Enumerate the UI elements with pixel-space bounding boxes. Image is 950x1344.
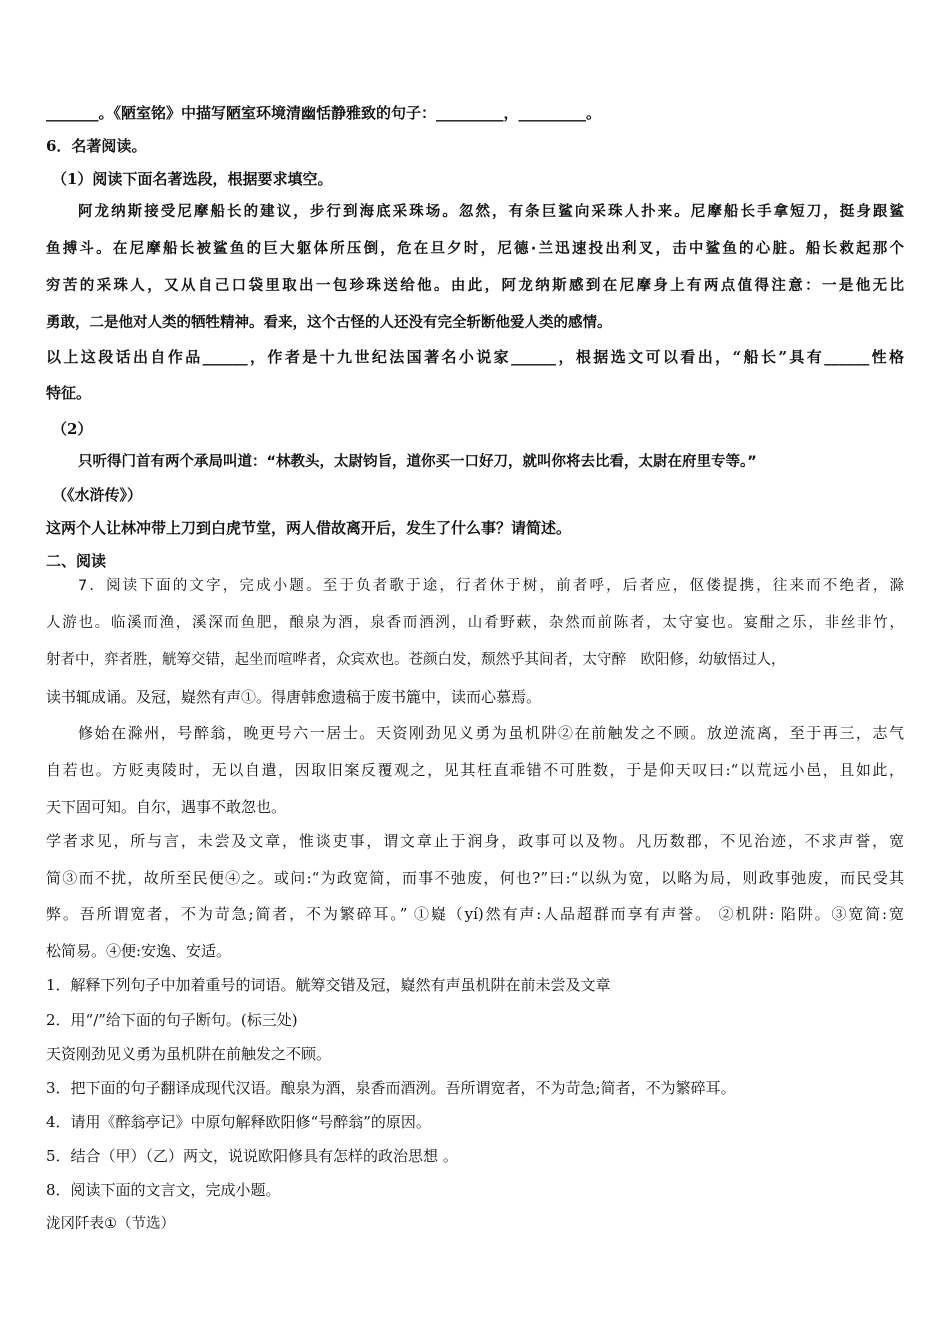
line-11: 只听得门首有两个承局叫道：“林教头，太尉钧旨，道你买一口好刀，就叫你将去比看，太尉在府里专等。” — [78, 454, 757, 470]
line-3: （1）阅读下面名著选段，根据要求填空。 — [52, 170, 333, 188]
line-2: 6．名著阅读。 — [46, 137, 147, 155]
line-30: 4．请用《醉翁亭记》中原句解释欧阳修“号醉翁”的原因。 — [46, 1113, 431, 1131]
line-16: 人游也。临溪而渔，溪深而鱼肥，酿泉为酒，泉香而酒洌，山肴野蔌，杂然而前陈者，太守宴也。宴酣之乐，非丝非竹， — [46, 615, 904, 631]
line-24: 弊。吾所谓宽者，不为苛急;简者，不为繁碎耳。” ①嶷（yí)然有声:人品超群而享有声誉。 ②机阱: 陷阱。③宽简:宽 — [46, 905, 904, 923]
line-12: （《水浒传》） — [52, 486, 143, 504]
line-10: （2） — [52, 420, 93, 438]
line-13: 这两个人让林冲带上刀到白虎节堂，两人借故离开后，发生了什么事？请简述。 — [46, 519, 572, 537]
line-31: 5．结合（甲）（乙）两文，说说欧阳修具有怎样的政治思想 。 — [46, 1147, 458, 1165]
line-26: 1．解释下列句子中加着重号的词语。觥筹交错及冠，嶷然有声虽机阱在前未尝及文章 — [46, 976, 611, 994]
line-14: 二、阅读 — [46, 552, 107, 570]
line-29: 3．把下面的句子翻译成现代汉语。酿泉为酒，泉香而酒洌。吾所谓宽者，不为苛急;简者，不为繁碎耳。 — [46, 1079, 736, 1097]
line-25: 松简易。④便:安逸、安适。 — [46, 942, 232, 960]
line-28: 天资刚劲见义勇为虽机阱在前触发之不顾。 — [46, 1045, 332, 1063]
line-18: 读书辄成诵。及冠，嶷然有声①。得唐韩愈遗稿于废书簏中，读而心慕焉。 — [46, 688, 542, 706]
line-15: 7．阅读下面的文字，完成小题。至于负者歌于途，行者休于树，前者呼，后者应，伛偻提携，往来而不绝者，滁 — [78, 578, 904, 594]
line-27: 2．用“/”给下面的句子断句。(标三处) — [46, 1011, 298, 1029]
line-20: 自若也。方贬夷陵时，无以自遣，因取旧案反覆观之，见其枉直乖错不可胜数，于是仰天叹曰:“以荒远小邑，且如此， — [46, 761, 904, 779]
line-7: 勇敢，二是他对人类的牺牲精神。看来，这个古怪的人还没有完全斩断他爱人类的感情。 — [46, 315, 612, 331]
line-8: 以上这段话出自作品______，作者是十九世纪法国著名小说家______，根据选文可以看出，“船长”具有______性格 — [46, 348, 904, 366]
line-6: 穷苦的采珠人，又从自己口袋里取出一包珍珠送给他。由此，阿龙纳斯感到在尼摩身上有两点值得注意：一是他无比 — [46, 278, 904, 294]
line-33: 泷冈阡表①（节选） — [46, 1216, 175, 1232]
line-1: _______。《陋室铭》中描写陋室环境清幽恬静雅致的句子：_________，_________。 — [46, 104, 602, 122]
line-22: 学者求见，所与言，未尝及文章，惟谈吏事，谓文章止于润身，政事可以及物。凡历数郡，不见治迹，不求声誉，宽 — [46, 832, 904, 850]
line-9: 特征。 — [46, 384, 92, 402]
line-32: 8．阅读下面的文言文，完成小题。 — [46, 1181, 281, 1199]
line-19: 修始在滁州，号醉翁，晚更号六一居士。天资刚劲见义勇为虽机阱②在前触发之不顾。放逆流离，至于再三，志气 — [78, 724, 904, 742]
line-5: 鱼搏斗。在尼摩船长被鲨鱼的巨大躯体所压倒，危在旦夕时，尼德·兰迅速投出利叉，击中鲨鱼的心脏。船长救起那个 — [46, 241, 904, 257]
line-17: 射者中，弈者胜，觥筹交错，起坐而喧哗者，众宾欢也。苍颜白发，颓然乎其间者，太守醉 欧阳修，幼敏悟过人， — [46, 652, 786, 668]
line-23: 简③而不扰，故所至民便④之。或问:“为政宽简，而事不弛废，何也?”曰:“以纵为宽，以略为局，则政事弛废，而民受其 — [46, 869, 904, 887]
line-21: 天下固可知。自尔，遇事不敢忽也。 — [46, 798, 287, 816]
line-4: 阿龙纳斯接受尼摩船长的建议，步行到海底采珠场。忽然，有条巨鲨向采珠人扑来。尼摩船长手拿短刀，挺身跟鲨 — [78, 204, 904, 220]
